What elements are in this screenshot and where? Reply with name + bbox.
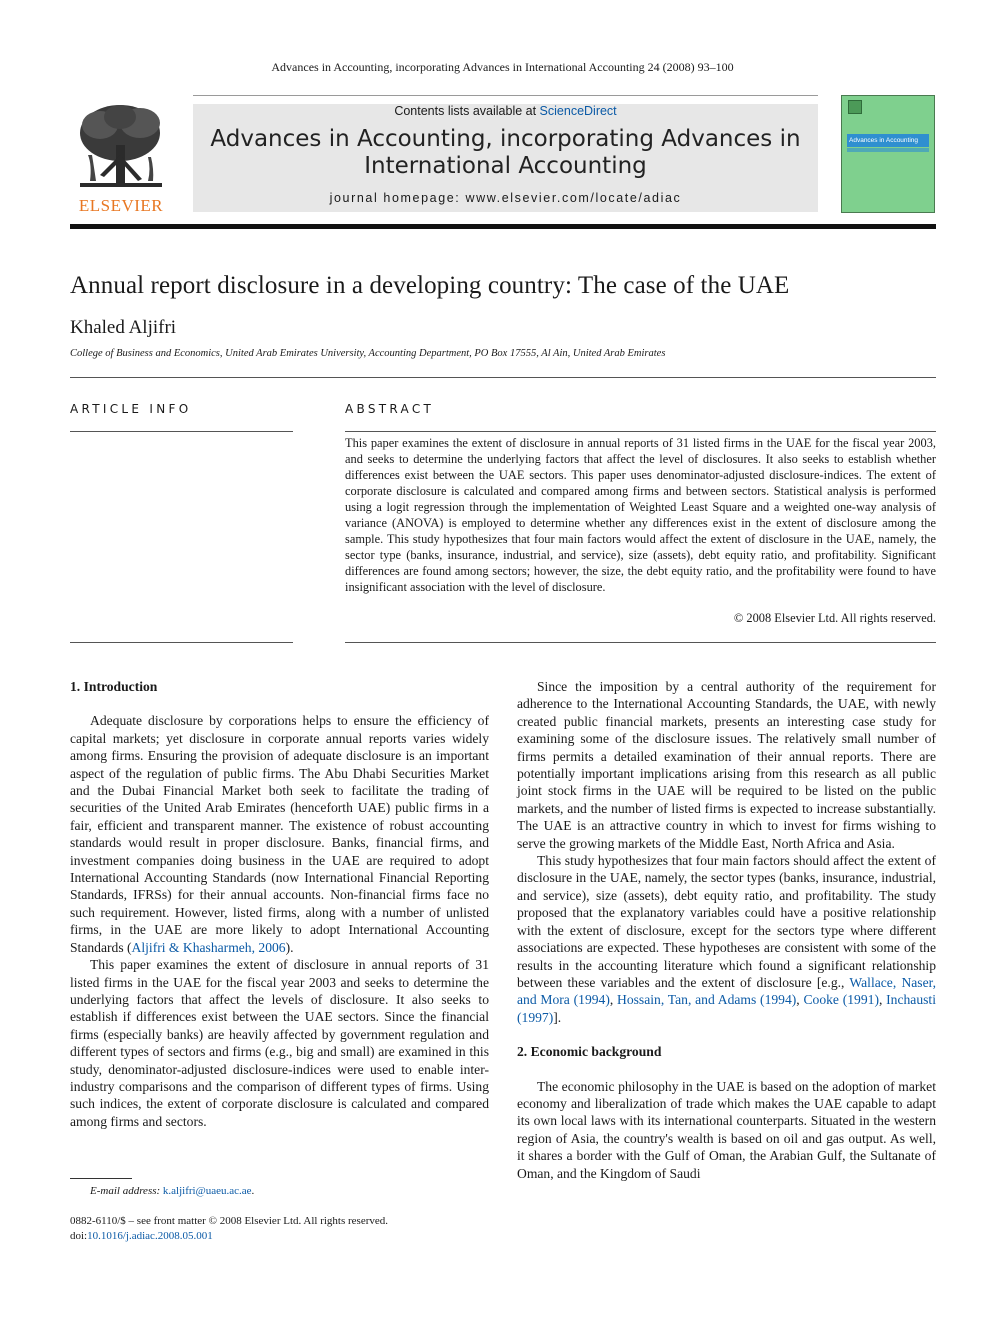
email-label: E-mail address:: [90, 1185, 161, 1197]
section-heading-introduction: 1. Introduction: [70, 679, 158, 694]
issn-line: 0882-6110/$ – see front matter © 2008 Elsevier Ltd. All rights reserved.: [70, 1215, 389, 1227]
journal-title-line1: Advances in Accounting, incorporating Advances in: [210, 126, 801, 152]
right-column: [517, 678, 936, 1182]
affiliation: College of Business and Economics, United Arab Emirates University, Accounting Department, PO Box 17555, Al Ain, United Arab Emirates: [70, 348, 666, 359]
header-rule: [70, 224, 936, 229]
footnote-rule: [70, 1178, 132, 1179]
abstract-rule-top: [345, 431, 936, 432]
bottom-info: [70, 1214, 388, 1243]
author-name: Khaled Aljifri: [70, 317, 177, 338]
citation-inchausti[interactable]: Inchausti (1997): [517, 992, 936, 1025]
doi-link[interactable]: 10.1016/j.adiac.2008.05.001: [87, 1229, 213, 1242]
journal-title: [193, 126, 818, 180]
elsevier-wordmark: ELSEVIER: [78, 196, 164, 215]
econ-paragraph-1: The economic philosophy in the UAE is based on the adoption of market economy and liberalization of trade which makes the UAE capable to adapt its own local laws with its international counterparts. Situated in the western region of Asia, the country's wealth is based on oil and gas output. As well, it shares a border with the Gulf of Oman, the Arabian Gulf, the Sultanate of Oman, and the Kingdom of Saudi: [517, 1078, 936, 1181]
running-head: Advances in Accounting, incorporating Advances in International Accounting 24 (2008) 93–100: [271, 60, 734, 74]
elsevier-logo: [70, 95, 172, 215]
article-info-rule-top: [70, 431, 293, 432]
cover-subtitle-bar: [847, 148, 929, 152]
article-info-heading: ARTICLE INFO: [70, 402, 192, 416]
journal-homepage[interactable]: journal homepage: www.elsevier.com/locate/adiac: [329, 191, 682, 205]
cover-emblem-icon: [848, 100, 862, 114]
email-link[interactable]: k.aljifri@uaeu.ac.ae: [162, 1185, 252, 1197]
footnote-email: E-mail address: k.aljifri@uaeu.ac.ae.: [90, 1185, 255, 1197]
citation-cooke[interactable]: Cooke (1991): [803, 992, 879, 1008]
article-info-rule-bottom: [70, 642, 293, 643]
intro-paragraph-2: This paper examines the extent of disclosure in annual reports of 31 listed firms in the UAE for the fiscal year 2003 and seeks to determine the underlying factors that affect the levels of disclosure. It also seeks to establish if differences exist between the UAE sectors. Since the financial firms (especially banks) are heavily affected by government regulation and different types of sectors and firms (e.g., big and small) are examined in this study, denominator-adjusted disclosure-indices were used to enable inter-industry comparisons and the comparison of different types of firms. Using such indices, the extent of corporate disclosure is calculated and compared among firms and sectors.: [70, 957, 489, 1129]
title-divider: [70, 377, 936, 378]
intro-paragraph-4: This study hypothesizes that four main factors should affect the extent of disclosure in the UAE, namely, the sector types (banks, insurance, industrial, and service), size (assets), debt equity ratio, and profitability. The study proposed that the explanatory variables could have a positive relationship with the extent of disclosure, except for the sectors type where different associations are expected. These hypotheses are consistent with some of the results in the accounting literature which found a significant relationship between these variables and the extent of disclosure [e.g., Wallace, Naser, and Mora (1994), Hossain, Tan, and Adams (1994), Cooke (1991), Inchausti (1997)].: [517, 853, 937, 1025]
contents-prefix: Contents lists available at: [394, 104, 540, 118]
banner-top-rule: [193, 95, 818, 96]
citation-aljifri-khasharmeh[interactable]: Aljifri & Khasharmeh, 2006: [131, 939, 286, 955]
journal-title-line2: International Accounting: [364, 153, 647, 179]
doi-line: doi:10.1016/j.adiac.2008.05.001: [70, 1229, 213, 1242]
abstract-heading: ABSTRACT: [345, 402, 435, 416]
cover-label: Advances in Accounting: [847, 134, 929, 147]
article-title: Annual report disclosure in a developing country: The case of the UAE: [70, 272, 790, 299]
contents-line: [193, 104, 818, 118]
abstract-rule-bottom: [345, 642, 936, 643]
elsevier-tree-icon: [70, 95, 172, 215]
intro-paragraph-1: Adequate disclosure by corporations helps to ensure the efficiency of capital markets; yet disclosure in corporate annual reports varies widely among firms. Ensuring the provision of adequate disclosure is an important aspect of the regulation of public firms. The Abu Dhabi Securities Market and the Dubai Financial Market both seek to facilitate the trading of securities of the United Arab Emirates (henceforth UAE) public firms in a fair, efficient and transparent manner. The existence of robust accounting standards would result in proper disclosure. Banks, financial firms, and investment companies doing business in the UAE are required to adopt International Accounting Standards (now International Financial Reporting Standards, IFRSs) for their annual accounts. Non-financial firms face no such requirement. However, listed firms, along with a number of unlisted firms, in the UAE are more likely to adopt International Accounting Standards (Aljifri & Khasharmeh, 2006).: [70, 713, 489, 955]
citation-wallace[interactable]: Wallace, Naser, and Mora (1994): [517, 974, 937, 1008]
abstract-copyright: © 2008 Elsevier Ltd. All rights reserved.: [733, 611, 936, 625]
left-column: [70, 678, 489, 1130]
citation-hossain[interactable]: Hossain, Tan, and Adams (1994): [617, 992, 797, 1008]
journal-cover: [841, 95, 935, 213]
abstract-text: This paper examines the extent of disclosure in annual reports of 31 listed firms in the UAE for the fiscal year 2003, and seeks to determine the underlying factors that affect the level of disclosures. It also seeks to establish whether differences exist between the UAE sectors. This paper uses denominator-adjusted disclosure-indices. The extent of corporate disclosure is calculated and compared among firms and between sectors. Statistical analysis is performed using a logit regression through the implementation of Weighted Least Square and a weighted one-way analysis of variance (ANOVA) is employed to determine whether any differences exist in the extent of disclosure among the sample. This study hypothesizes that four main factors would affect the extent of disclosure in the UAE, namely, the sector type (banks, insurance, industrial, and service), size (assets), debt equity ratio, and profitability. Significant differences are found among sectors; however, the size, the debt equity ratio, and the profitability were found to have insignificant association with the level of disclosure.: [345, 436, 936, 594]
section-heading-economic-background: 2. Economic background: [517, 1044, 662, 1060]
sciencedirect-link[interactable]: ScienceDirect: [539, 104, 617, 118]
intro-paragraph-3: Since the imposition by a central authority of the requirement for adherence to the International Accounting Standards, the UAE, with newly created public financial markets, presents an interesting case study for examining some of the disclosure issues. The relatively small number of firms permits a detailed examination of their annual reports. There are potentially important implications arising from this research as all public joint stock firms in the UAE will be required to be listed on the public markets, and the number of listed firms is expected to increase substantially. The UAE is an attractive country in which to invest for firms wishing to serve the growing markets of the Middle East, North Africa and Asia.: [517, 679, 936, 851]
